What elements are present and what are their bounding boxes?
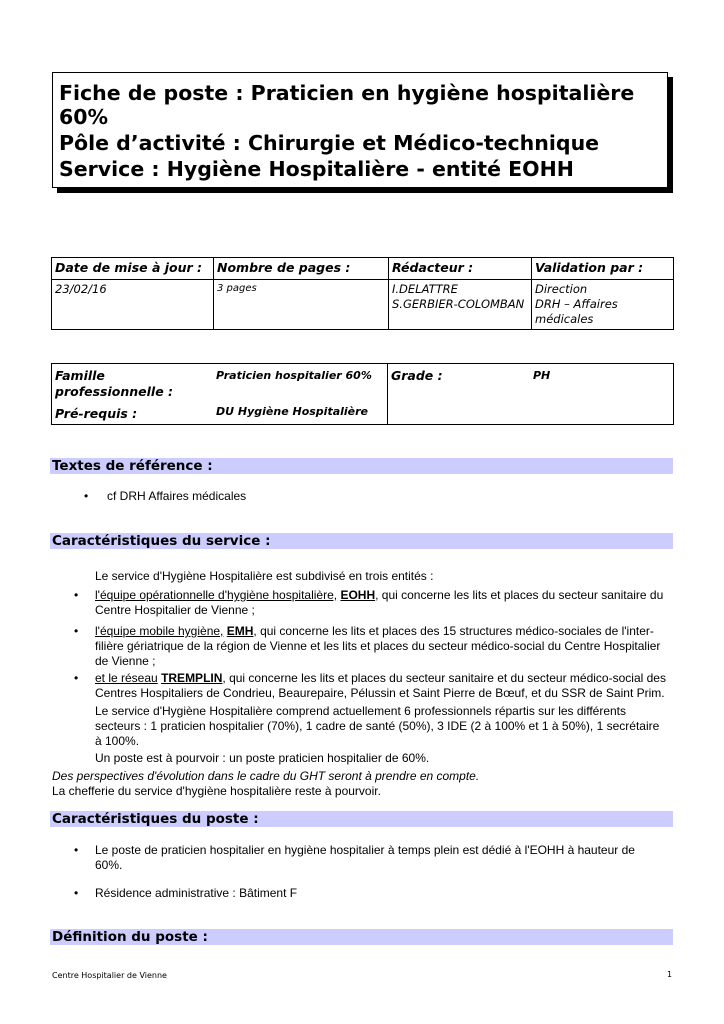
poste-item-1-line-2: 60%.	[95, 858, 123, 872]
validation-line-2: DRH – Affaires	[535, 297, 618, 311]
tremplin-description-2: Centres Hospitaliers de Condrieu, Beaurepaire, Pélussin et Saint Pierre de Bœuf, et du SSR de Saint Prim.	[95, 686, 665, 700]
service-intro: Le service d'Hygiène Hospitalière est subdivisé en trois entités :	[95, 569, 434, 583]
grade-value-cell	[530, 364, 674, 425]
tremplin-description: , qui concerne les lits et places du secteur sanitaire et du secteur médico-social des	[222, 671, 666, 685]
header-redacteur: Rédacteur :	[389, 258, 532, 280]
pages-value: 3 pages	[214, 280, 389, 330]
staff-line-3: à 100%.	[95, 734, 140, 748]
eohh-description-2: Centre Hospitalier de Vienne ;	[95, 603, 255, 617]
famille-label-cell	[52, 364, 214, 425]
poste-item-1-line-1: Le poste de praticien hospitalier en hygiène hospitalier à temps plein est dédié à l'EOHH à hauteur de	[95, 843, 635, 857]
famille-label	[55, 368, 210, 400]
service-item-eohh	[95, 588, 673, 618]
footer-organization: Centre Hospitalier de Vienne	[52, 971, 167, 980]
title-box	[52, 72, 668, 188]
service-chefferie: La chefferie du service d'hygiène hospitalière reste à pourvoir.	[52, 784, 381, 798]
tremplin-link-text: et le réseau	[95, 671, 158, 685]
title-line-4: Service : Hygiène Hospitalière - entité EOHH	[59, 157, 574, 181]
tremplin-acronym: TREMPLIN	[161, 671, 223, 685]
bullet-marker: •	[74, 624, 79, 638]
bullet-marker: •	[74, 671, 79, 685]
title-line-3: Pôle d’activité : Chirurgie et Médico-technique	[59, 131, 600, 155]
validation-value	[532, 280, 674, 330]
validation-line-1: Direction	[535, 282, 588, 296]
emh-description-3: de Vienne ;	[95, 654, 156, 668]
redacteur-name-1: I.DELATTRE	[392, 282, 458, 296]
eohh-description: , qui concerne les lits et places du secteur sanitaire du	[375, 588, 664, 602]
famille-label-2: professionnelle :	[55, 384, 174, 399]
reference-item: cf DRH Affaires médicales	[107, 489, 247, 503]
service-item-emh	[95, 624, 673, 669]
title-line-1: Fiche de poste : Praticien en hygiène hospitalière	[59, 81, 635, 105]
meta-table	[51, 257, 674, 330]
emh-link-text: l'équipe mobile hygiène,	[95, 624, 224, 638]
bullet-marker: •	[74, 588, 79, 602]
famille-value-cell	[213, 364, 388, 425]
famille-label-1: Famille	[55, 368, 105, 383]
section-caracteristiques-poste: Caractéristiques du poste :	[50, 811, 673, 827]
emh-description-2: filière gériatrique de la région de Vienne et les lits et places du secteur médico-social du Centre Hospitalier	[95, 639, 661, 653]
service-perspectives: Des perspectives d'évolution dans le cadre du GHT seront à prendre en compte.	[52, 769, 480, 783]
grade-label-cell	[388, 364, 531, 425]
redacteur-name-2: S.GERBIER-COLOMBAN	[392, 297, 525, 311]
famille-value: Praticien hospitalier 60%	[216, 369, 372, 382]
header-validation: Validation par :	[532, 258, 674, 280]
emh-description: , qui concerne les lits et places des 15 structures médico-sociales de l'inter-	[253, 624, 654, 638]
section-textes-reference: Textes de référence :	[50, 458, 673, 474]
prerequis-label: Pré-requis :	[55, 406, 138, 421]
header-date: Date de mise à jour :	[52, 258, 214, 280]
title-line-2: 60%	[59, 105, 109, 129]
famille-table	[51, 363, 674, 425]
staff-line-2: secteurs : 1 praticien hospitalier (70%), 1 cadre de santé (50%), 3 IDE (2 à 100% et 1 à 50%), 1 secrétaire	[95, 719, 660, 733]
service-staff	[95, 704, 673, 749]
prerequis-value: DU Hygiène Hospitalière	[216, 405, 369, 418]
eohh-link-text: l'équipe opérationnelle d'hygiène hospitalière,	[95, 588, 338, 602]
redacteur-value	[389, 280, 532, 330]
grade-value: PH	[533, 369, 551, 382]
service-vacancy: Un poste est à pourvoir : un poste praticien hospitalier de 60%.	[95, 751, 430, 765]
section-caracteristiques-service: Caractéristiques du service :	[50, 533, 673, 549]
date-value: 23/02/16	[52, 280, 214, 330]
header-pages: Nombre de pages :	[214, 258, 389, 280]
emh-acronym: EMH	[226, 624, 254, 638]
grade-label: Grade :	[391, 368, 443, 383]
section-definition-poste: Définition du poste :	[50, 929, 673, 945]
eohh-acronym: EOHH	[340, 588, 376, 602]
bullet-marker: •	[74, 843, 79, 857]
bullet-marker: •	[84, 489, 89, 503]
staff-line-1: Le service d'Hygiène Hospitalière comprend actuellement 6 professionnels répartis sur les différents	[95, 704, 627, 718]
validation-line-3: médicales	[535, 312, 594, 326]
bullet-marker: •	[74, 886, 79, 900]
poste-item-1	[95, 843, 673, 873]
poste-item-2: Résidence administrative : Bâtiment F	[95, 886, 298, 900]
service-item-tremplin	[95, 671, 673, 701]
footer-page-number: 1	[667, 970, 673, 979]
